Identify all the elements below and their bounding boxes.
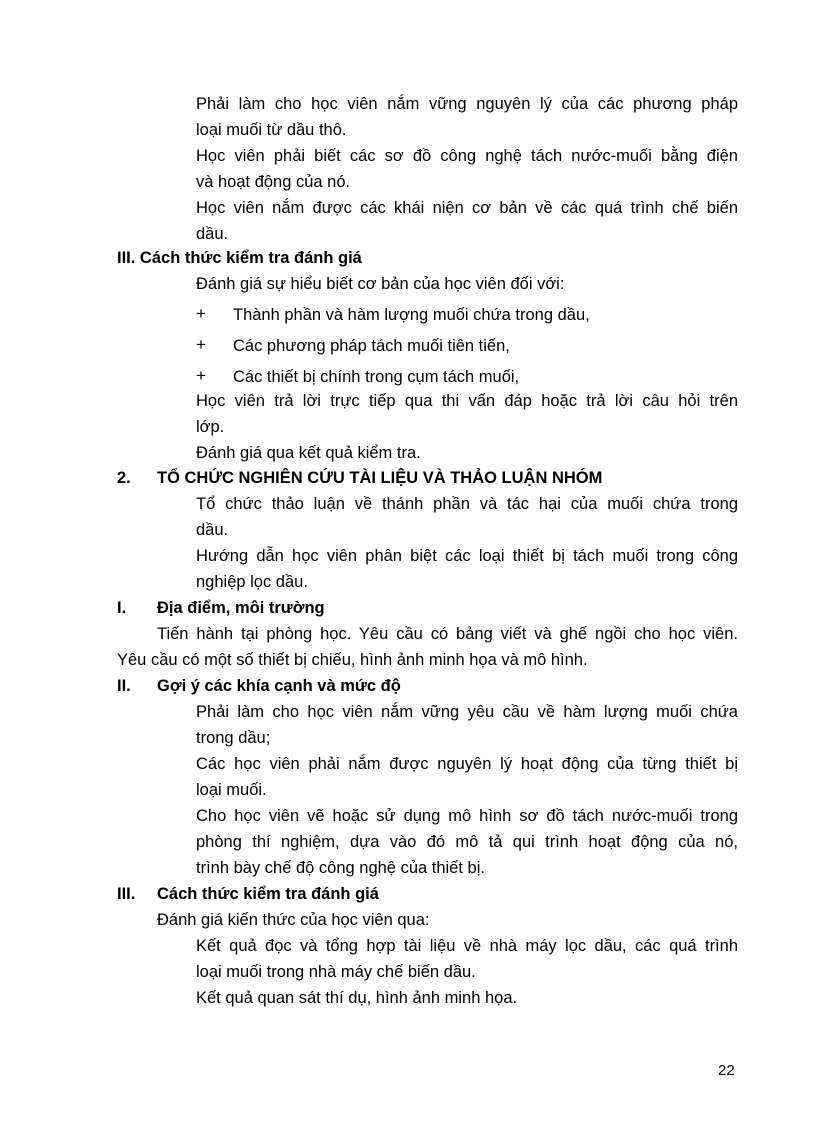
paragraph-line: Học viên nắm được các khái niện cơ bản về các quá trình chế biến xyxy=(196,199,738,217)
paragraph-line: Kết quả quan sát thí dụ, hình ảnh minh họa. xyxy=(196,989,518,1007)
paragraph-line: Học viên phải biết các sơ đồ công nghệ tách nước-muối bằng điện xyxy=(196,147,738,165)
section-title: Cách thức kiểm tra đánh giá xyxy=(157,885,379,903)
list-item: Thành phần và hàm lượng muối chứa trong dầu, xyxy=(233,306,590,324)
section-number: III. xyxy=(117,885,136,903)
paragraph-line: loại muối. xyxy=(196,781,267,799)
paragraph-line: và hoạt động của nó. xyxy=(196,173,351,191)
paragraph-line: Tổ chức thảo luận về thánh phần và tác hại của muối chứa trong xyxy=(196,495,738,513)
page-number: 22 xyxy=(718,1062,735,1079)
paragraph-line: Các học viên phải nắm được nguyên lý hoạt động của từng thiết bị xyxy=(196,755,738,773)
list-item: Các phương pháp tách muối tiên tiến, xyxy=(233,337,510,355)
paragraph-line: phòng thí nghiệm, dựa vào đó mô tả qui trình hoạt động của nó, xyxy=(196,833,738,851)
paragraph-line: dầu. xyxy=(196,521,229,539)
paragraph-line: dầu. xyxy=(196,225,229,243)
section-title: Gợi ý các khía cạnh và mức độ xyxy=(157,677,401,695)
paragraph-line: Hướng dẫn học viên phân biệt các loại thiết bị tách muối trong công xyxy=(196,547,738,565)
paragraph-line: Đánh giá qua kết quả kiểm tra. xyxy=(196,444,421,462)
paragraph-line: Cho học viên vẽ hoặc sử dụng mô hình sơ đồ tách nước-muối trong xyxy=(196,807,738,825)
paragraph-line: loại muối trong nhà máy chế biến dầu. xyxy=(196,963,476,981)
paragraph-line: lớp. xyxy=(196,418,225,436)
paragraph-line: Phải làm cho học viên nắm vững yêu cầu về hàm lượng muối chứa xyxy=(196,703,738,721)
section-title: Địa điểm, môi trường xyxy=(157,599,325,617)
plus-bullet-icon: + xyxy=(196,366,206,385)
paragraph-line: trong dầu; xyxy=(196,729,271,747)
section-title: TỔ CHỨC NGHIÊN CỨU TÀI LIỆU VÀ THẢO LUẬN NHÓM xyxy=(157,469,603,487)
paragraph-line: Tiến hành tại phòng học. Yêu cầu có bảng viết và ghế ngồi cho học viên. xyxy=(157,625,738,643)
section-number: II. xyxy=(117,677,131,695)
paragraph-line: Đánh giá kiến thức của học viên qua: xyxy=(157,911,430,929)
paragraph-line: Kết quả đọc và tổng hợp tài liệu về nhà máy lọc dầu, các quá trình xyxy=(196,937,738,955)
paragraph-line: Đánh giá sự hiểu biết cơ bản của học viên đối với: xyxy=(196,275,565,293)
section-number: I. xyxy=(117,599,127,617)
paragraph-line: Phải làm cho học viên nắm vững nguyên lý của các phương pháp xyxy=(196,95,738,113)
paragraph-line: nghiệp lọc dầu. xyxy=(196,573,308,591)
paragraph-line: Yêu cầu có một số thiết bị chiếu, hình ảnh minh họa và mô hình. xyxy=(117,651,588,669)
paragraph-line: loại muối từ dầu thô. xyxy=(196,121,347,139)
plus-bullet-icon: + xyxy=(196,335,206,354)
paragraph-line: trình bày chế độ công nghệ của thiết bị. xyxy=(196,859,485,877)
section-heading: III. Cách thức kiểm tra đánh giá xyxy=(117,249,362,267)
list-item: Các thiết bị chính trong cụm tách muối, xyxy=(233,368,520,386)
section-number: 2. xyxy=(117,469,131,487)
plus-bullet-icon: + xyxy=(196,304,206,323)
paragraph-line: Học viên trả lời trực tiếp qua thi vấn đáp hoặc trả lời câu hỏi trên xyxy=(196,392,738,410)
